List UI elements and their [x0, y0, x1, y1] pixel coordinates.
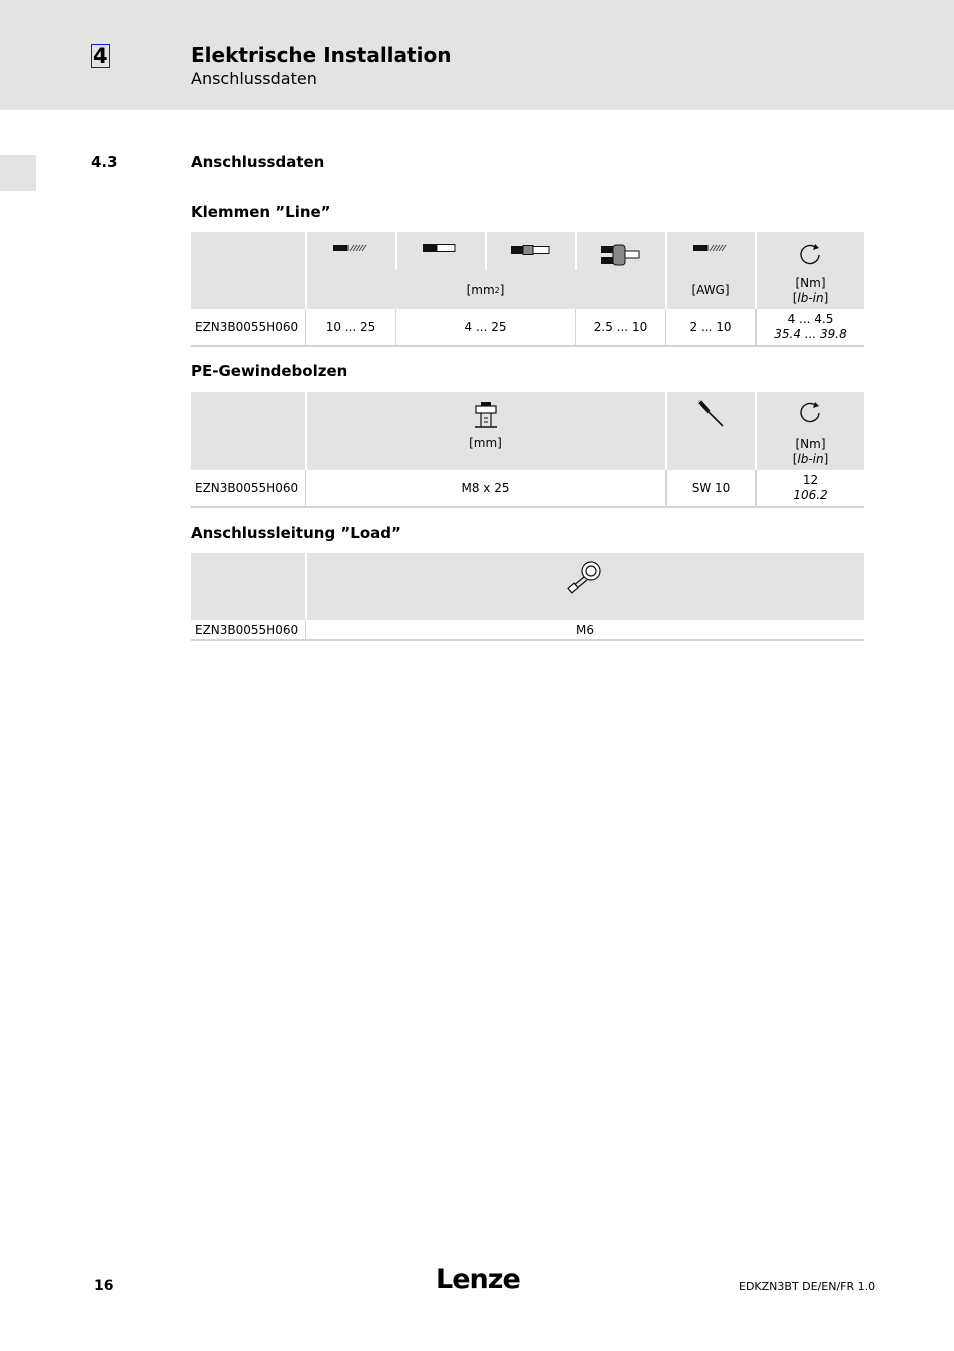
table-line: [191, 232, 864, 347]
screwdriver-icon: [666, 398, 755, 428]
table-pe-torque: [757, 470, 864, 506]
unit-mm2-sup: 2: [494, 285, 500, 295]
unit-lbin-wrap: [793, 452, 829, 467]
unit-mm2-prefix: [mm: [466, 283, 495, 297]
unit-awg: [AWG]: [691, 283, 730, 297]
table-line-model: EZN3B0055H060: [195, 320, 299, 334]
table-pe-wrench: SW 10: [691, 481, 731, 495]
chapter-side-tab: [0, 155, 36, 191]
unit-mm2-suffix: ]: [499, 283, 505, 297]
table-pe: [191, 392, 864, 508]
table-pe-model: EZN3B0055H060: [195, 481, 299, 495]
table-load-value: M6: [576, 622, 594, 637]
lenze-logo: Lenze: [436, 1264, 520, 1295]
unit-mm2: [306, 278, 665, 302]
table-line-value-2: 4 ... 25: [464, 320, 507, 334]
unit-nm: [Nm]: [795, 437, 826, 451]
stripped-wire-awg-icon: [666, 238, 755, 258]
chapter-title: Elektrische Installation: [191, 43, 452, 67]
torque-arrow-icon: [757, 242, 864, 268]
table-load-model: EZN3B0055H060: [195, 622, 299, 637]
table-line-title: Klemmen ”Line”: [191, 203, 331, 221]
ring-terminal-icon: [306, 559, 864, 595]
table-line-value-4: 2 ... 10: [689, 320, 732, 334]
torque-lbin-value: 35.4 ... 39.8: [774, 327, 847, 341]
table-line-value-3: 2.5 ... 10: [593, 320, 648, 334]
wire-ferrule-icon: [396, 238, 485, 258]
table-line-value-1: 10 ... 25: [325, 320, 376, 334]
document-id: EDKZN3BT DE/EN/FR 1.0: [739, 1280, 876, 1293]
torque-lbin-value: 106.2: [793, 488, 828, 502]
twin-wire-ferrule-icon: [576, 242, 665, 268]
table-load: [191, 553, 864, 641]
chapter-subtitle: Anschlussdaten: [191, 69, 317, 88]
table-load-title: Anschlussleitung ”Load”: [191, 524, 401, 542]
table-pe-bolt: M8 x 25: [461, 481, 510, 495]
unit-lbin-wrap: [793, 291, 829, 306]
unit-torque: [757, 435, 864, 469]
wire-insulated-ferrule-icon: [486, 240, 575, 260]
torque-nm-value: 12: [802, 473, 819, 487]
chapter-number[interactable]: 4: [93, 44, 108, 68]
unit-mm: [mm]: [469, 436, 502, 450]
threaded-bolt-icon: [306, 400, 665, 430]
unit-lbin: lb-in: [797, 291, 824, 305]
table-line-torque: [757, 309, 864, 345]
section-number: 4.3: [91, 153, 118, 171]
unit-lbin: lb-in: [797, 452, 824, 466]
unit-torque: [757, 274, 864, 308]
unit-nm: [Nm]: [795, 276, 826, 290]
table-pe-title: PE-Gewindebolzen: [191, 362, 348, 380]
bracket-open: [: [792, 452, 798, 466]
bracket-open: [: [792, 291, 798, 305]
chapter-header-band: [0, 0, 954, 110]
torque-nm-value: 4 ... 4.5: [787, 312, 834, 326]
bracket-close: ]: [823, 291, 829, 305]
stripped-wire-icon: [306, 238, 395, 258]
bracket-close: ]: [823, 452, 829, 466]
section-title: Anschlussdaten: [191, 153, 325, 171]
torque-arrow-icon: [757, 398, 864, 428]
page-number: 16: [94, 1278, 114, 1294]
